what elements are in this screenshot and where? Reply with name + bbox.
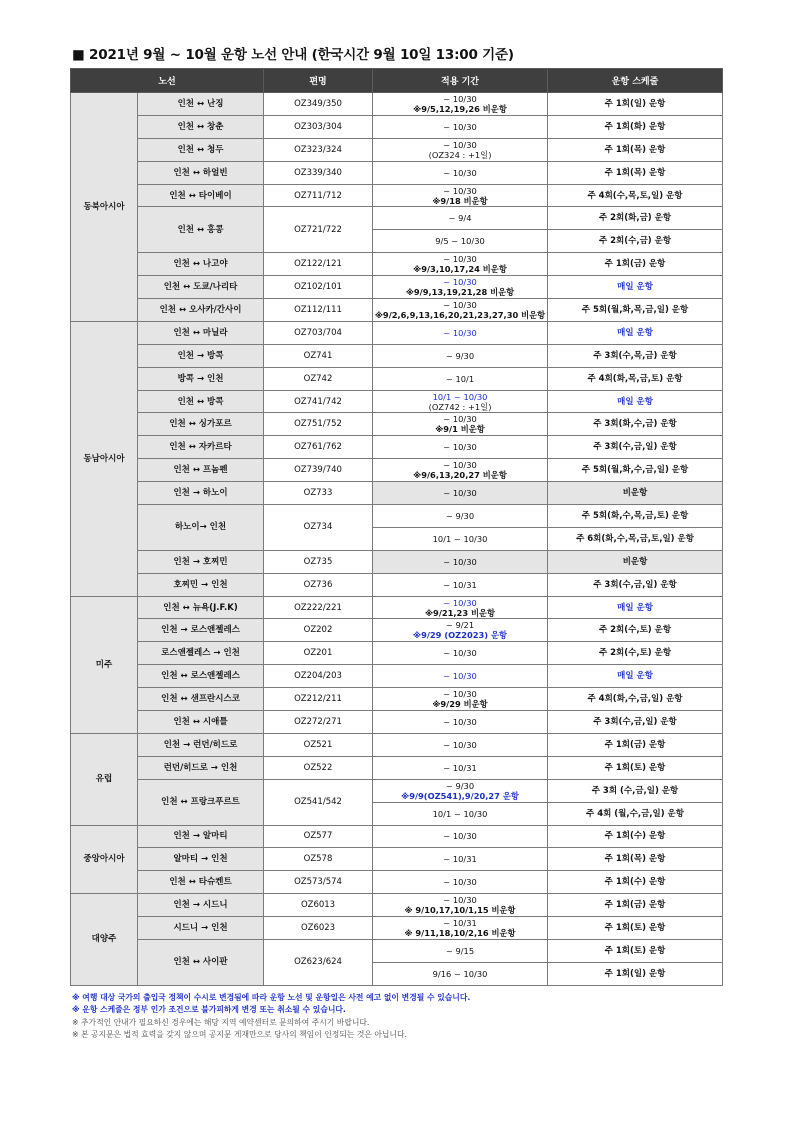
period-cell [373, 138, 548, 161]
route-cell: 하노이→ 인천 [138, 505, 264, 551]
flight-number-cell: OZ204/203 [264, 665, 373, 688]
period-line: ※9/9(OZ541),9/20,27 운항 [401, 790, 519, 801]
period-line: 10/1 ~ 10/30 [432, 391, 488, 402]
flight-number-cell: OZ323/324 [264, 138, 373, 161]
header-schedule: 운항 스케줄 [548, 69, 723, 93]
table-row [71, 619, 723, 642]
period-cell [373, 939, 548, 962]
table-row [71, 596, 723, 619]
period-line: ~ 10/30 [443, 139, 477, 150]
period-cell [373, 962, 548, 985]
table-row [71, 115, 723, 138]
route-cell: 인천 → 하노이 [138, 482, 264, 505]
table-row [71, 459, 723, 482]
flight-number-cell: OZ112/111 [264, 299, 373, 322]
table-row [71, 184, 723, 207]
flight-number-cell: OZ272/271 [264, 711, 373, 734]
period-cell [373, 299, 548, 322]
schedule-cell: 주 3회 (수,금,일) 운항 [548, 779, 723, 802]
period-cell [373, 253, 548, 276]
route-cell: 인천 ↔ 오사카/간사이 [138, 299, 264, 322]
schedule-cell: 주 1회(일) 운항 [548, 93, 723, 116]
period-line: ~ 10/30 [443, 327, 477, 338]
period-line: 9/5 ~ 10/30 [435, 236, 485, 247]
period-line: ~ 10/30 [443, 488, 477, 499]
period-cell [373, 573, 548, 596]
table-row [71, 344, 723, 367]
region-cell: 대양주 [71, 894, 138, 986]
schedule-cell: 매일 운항 [548, 665, 723, 688]
schedule-cell: 매일 운항 [548, 321, 723, 344]
route-cell: 로스앤젤레스 → 인천 [138, 642, 264, 665]
period-line: ※ 9/11,18,10/2,16 비운항 [404, 928, 516, 938]
period-cell [373, 825, 548, 848]
flight-number-cell: OZ761/762 [264, 436, 373, 459]
period-line: 10/1 ~ 10/30 [432, 533, 488, 544]
table-row [71, 321, 723, 344]
schedule-cell: 주 1회(수) 운항 [548, 825, 723, 848]
table-row [71, 367, 723, 390]
period-cell [373, 711, 548, 734]
flight-number-cell: OZ703/704 [264, 321, 373, 344]
table-header [71, 69, 723, 93]
region-cell: 동남아시아 [71, 321, 138, 596]
route-cell: 인천 ↔ 창춘 [138, 115, 264, 138]
period-line: 10/1 ~ 10/30 [432, 808, 488, 819]
schedule-cell: 주 4회(수,목,토,일) 운항 [548, 184, 723, 207]
period-line: ~ 10/30 [443, 716, 477, 727]
route-cell: 인천 ↔ 샌프란시스코 [138, 688, 264, 711]
period-cell [373, 344, 548, 367]
flight-number-cell: OZ623/624 [264, 939, 373, 985]
schedule-cell: 주 1회(수) 운항 [548, 871, 723, 894]
schedule-cell: 주 3회(수,목,금) 운항 [548, 344, 723, 367]
schedule-cell: 비운항 [548, 482, 723, 505]
flight-number-cell: OZ578 [264, 848, 373, 871]
period-cell [373, 917, 548, 940]
period-line: ~ 9/15 [445, 945, 475, 956]
period-cell [373, 93, 548, 116]
flight-number-cell: OZ303/304 [264, 115, 373, 138]
schedule-cell: 주 1회(화) 운항 [548, 115, 723, 138]
route-cell: 인천 ↔ 방콕 [138, 390, 264, 413]
route-cell: 인천 ↔ 로스앤젤레스 [138, 665, 264, 688]
table-row [71, 276, 723, 299]
flight-number-cell: OZ349/350 [264, 93, 373, 116]
header-flight: 편명 [264, 69, 373, 93]
header-route: 노선 [71, 69, 264, 93]
table-row [71, 550, 723, 573]
route-cell: 시드니 → 인천 [138, 917, 264, 940]
footnote: ※ 여행 대상 국가의 출입국 정책이 수시로 변경됨에 따라 운항 노선 및 운항일은 사전 예고 없이 변경될 수 있습니다. [72, 993, 471, 1002]
period-line: ※9/1 비운항 [435, 424, 485, 435]
flight-number-cell: OZ736 [264, 573, 373, 596]
period-cell [373, 276, 548, 299]
table-row [71, 207, 723, 230]
flight-number-cell: OZ6013 [264, 894, 373, 917]
period-line: ~ 10/30 [443, 460, 477, 471]
period-cell [373, 207, 548, 230]
period-cell [373, 436, 548, 459]
period-line: ~ 10/31 [443, 854, 477, 865]
table-row [71, 871, 723, 894]
period-cell [373, 390, 548, 413]
schedule-cell: 주 2회(수,토) 운항 [548, 642, 723, 665]
flight-number-cell: OZ751/752 [264, 413, 373, 436]
footnote: ※ 추가적인 안내가 필요하신 경우에는 해당 지역 예약센터로 문의하여 주시기 바랍니다. [72, 1017, 370, 1027]
period-cell [373, 619, 548, 642]
table-row [71, 253, 723, 276]
route-cell: 인천 ↔ 시애틀 [138, 711, 264, 734]
table-row [71, 390, 723, 413]
table-row [71, 848, 723, 871]
period-cell [373, 459, 548, 482]
period-line: ~ 9/4 [448, 213, 472, 224]
period-cell [373, 505, 548, 528]
route-cell: 인천 ↔ 자카르타 [138, 436, 264, 459]
table-row [71, 894, 723, 917]
period-cell [373, 665, 548, 688]
period-line: ~ 10/30 [443, 414, 477, 425]
route-cell: 인천 ↔ 도쿄/나리타 [138, 276, 264, 299]
table-row [71, 642, 723, 665]
schedule-cell: 비운항 [548, 550, 723, 573]
period-cell [373, 482, 548, 505]
period-cell [373, 596, 548, 619]
period-line: ~ 10/30 [443, 167, 477, 178]
route-cell: 인천 ↔ 나고야 [138, 253, 264, 276]
period-line: (OZ742 : +1일) [428, 401, 492, 412]
region-cell: 유럽 [71, 733, 138, 825]
period-line: ~ 10/30 [443, 556, 477, 567]
flight-number-cell: OZ721/722 [264, 207, 373, 253]
period-line: ~ 10/30 [443, 648, 477, 659]
table-row [71, 688, 723, 711]
schedule-cell: 주 1회(토) 운항 [548, 756, 723, 779]
header-period: 적용 기간 [373, 69, 548, 93]
schedule-cell: 매일 운항 [548, 596, 723, 619]
table-row [71, 917, 723, 940]
flight-number-cell: OZ573/574 [264, 871, 373, 894]
period-line: ~ 10/31 [443, 762, 477, 773]
route-cell: 런던/히드로 → 인천 [138, 756, 264, 779]
period-line: ※ 9/10,17,10/1,15 비운항 [404, 905, 516, 916]
table-row [71, 161, 723, 184]
schedule-table [70, 68, 723, 986]
period-line: ~ 10/30 [443, 254, 477, 265]
header-row [71, 69, 723, 93]
schedule-cell: 매일 운항 [548, 390, 723, 413]
route-cell: 인천 ↔ 마닐라 [138, 321, 264, 344]
flight-number-cell: OZ339/340 [264, 161, 373, 184]
schedule-cell: 주 1회(목) 운항 [548, 138, 723, 161]
period-cell [373, 642, 548, 665]
route-cell: 인천 → 호찌민 [138, 550, 264, 573]
schedule-cell: 주 1회(토) 운항 [548, 917, 723, 940]
schedule-cell: 주 1회(금) 운항 [548, 894, 723, 917]
footnotes [72, 992, 470, 1042]
table-row [71, 779, 723, 802]
route-cell: 인천 → 런던/히드로 [138, 733, 264, 756]
route-cell: 방콕 → 인천 [138, 367, 264, 390]
flight-number-cell: OZ742 [264, 367, 373, 390]
route-cell: 인천 → 방콕 [138, 344, 264, 367]
schedule-cell: 주 5회(화,수,목,금,토) 운항 [548, 505, 723, 528]
route-cell: 인천 → 알마티 [138, 825, 264, 848]
period-cell [373, 802, 548, 825]
table-row [71, 665, 723, 688]
period-cell [373, 871, 548, 894]
route-cell: 호찌민 → 인천 [138, 573, 264, 596]
table-row [71, 436, 723, 459]
period-line: ~ 10/30 [443, 689, 477, 700]
table-row [71, 138, 723, 161]
route-cell: 인천 ↔ 난징 [138, 93, 264, 116]
route-cell: 인천 ↔ 홍콩 [138, 207, 264, 253]
period-line: 9/16 ~ 10/30 [432, 968, 488, 979]
period-cell [373, 688, 548, 711]
schedule-cell: 매일 운항 [548, 276, 723, 299]
flight-number-cell: OZ522 [264, 756, 373, 779]
period-line: ※9/5,12,19,26 비운항 [413, 103, 507, 114]
table-row [71, 93, 723, 116]
flight-number-cell: OZ202 [264, 619, 373, 642]
flight-number-cell: OZ711/712 [264, 184, 373, 207]
period-cell [373, 527, 548, 550]
period-line: ※9/3,10,17,24 비운항 [413, 264, 507, 275]
period-line: ※9/9,13,19,21,28 비운항 [405, 287, 515, 298]
period-line: ~ 9/30 [445, 780, 475, 791]
schedule-cell: 주 2회(수,금) 운항 [548, 230, 723, 253]
route-cell: 알마티 → 인천 [138, 848, 264, 871]
route-cell: 인천 ↔ 타슈켄트 [138, 871, 264, 894]
schedule-cell: 주 5회(월,화,수,금,일) 운항 [548, 459, 723, 482]
period-cell [373, 184, 548, 207]
schedule-cell: 주 1회(목) 운항 [548, 161, 723, 184]
period-line: ~ 10/30 [443, 299, 477, 310]
period-line: ※9/6,13,20,27 비운항 [413, 470, 507, 481]
period-cell [373, 115, 548, 138]
period-line: ~ 10/30 [443, 185, 477, 196]
route-cell: 인천 ↔ 사이판 [138, 939, 264, 985]
schedule-cell: 주 1회(목) 운항 [548, 848, 723, 871]
route-cell: 인천 → 시드니 [138, 894, 264, 917]
flight-number-cell: OZ734 [264, 505, 373, 551]
period-cell [373, 848, 548, 871]
period-line: ~ 10/30 [443, 831, 477, 842]
period-line: ~ 9/30 [445, 510, 475, 521]
schedule-cell: 주 4회 (월,수,금,일) 운항 [548, 802, 723, 825]
table-row [71, 733, 723, 756]
schedule-cell: 주 1회(금) 운항 [548, 733, 723, 756]
period-line: ~ 10/31 [443, 579, 477, 590]
schedule-cell: 주 2회(수,토) 운항 [548, 619, 723, 642]
route-cell: 인천 ↔ 뉴욕(J.F.K) [138, 596, 264, 619]
period-line: ※9/2,6,9,13,16,20,21,23,27,30 비운항 [374, 309, 546, 320]
region-cell: 동북아시아 [71, 93, 138, 322]
schedule-cell: 주 3회(화,수,금) 운항 [548, 413, 723, 436]
table-row [71, 482, 723, 505]
route-cell: 인천 ↔ 청두 [138, 138, 264, 161]
period-line: ~ 10/30 [443, 739, 477, 750]
flight-number-cell: OZ6023 [264, 917, 373, 940]
period-cell [373, 161, 548, 184]
table-row [71, 299, 723, 322]
period-cell [373, 550, 548, 573]
flight-number-cell: OZ741/742 [264, 390, 373, 413]
flight-number-cell: OZ733 [264, 482, 373, 505]
period-line: ~ 9/30 [445, 350, 475, 361]
region-cell: 중앙아시아 [71, 825, 138, 894]
period-cell [373, 413, 548, 436]
table-row [71, 825, 723, 848]
period-cell [373, 894, 548, 917]
flight-number-cell: OZ739/740 [264, 459, 373, 482]
period-line: ~ 10/30 [443, 277, 477, 288]
footnote: ※ 본 공지문은 법적 효력을 갖지 않으며 공지문 게재만으로 당사의 책임이 인정되는 것은 아닙니다. [72, 1030, 407, 1040]
period-line: ~ 9/21 [445, 620, 475, 631]
period-line: (OZ324 : +1일) [428, 149, 492, 160]
table-row [71, 573, 723, 596]
period-line: ~ 10/30 [443, 671, 477, 682]
schedule-cell: 주 1회(금) 운항 [548, 253, 723, 276]
period-line: ※9/21,23 비운항 [424, 607, 496, 618]
region-cell: 미주 [71, 596, 138, 733]
route-cell: 인천 ↔ 타이베이 [138, 184, 264, 207]
period-cell [373, 230, 548, 253]
route-cell: 인천 ↔ 프랑크푸르트 [138, 779, 264, 825]
page-title: ■ 2021년 9월 ~ 10월 운항 노선 안내 (한국시간 9월 10일 13:00 기준) [72, 47, 514, 63]
flight-number-cell: OZ521 [264, 733, 373, 756]
schedule-cell: 주 1회(일) 운항 [548, 962, 723, 985]
table-row [71, 939, 723, 962]
route-cell: 인천 ↔ 프놈펜 [138, 459, 264, 482]
period-cell [373, 779, 548, 802]
period-line: ~ 10/1 [445, 373, 475, 384]
schedule-cell: 주 1회(토) 운항 [548, 939, 723, 962]
route-cell: 인천 → 로스앤젤레스 [138, 619, 264, 642]
period-cell [373, 367, 548, 390]
flight-number-cell: OZ122/121 [264, 253, 373, 276]
schedule-cell: 주 3회(수,금,일) 운항 [548, 711, 723, 734]
period-line: ~ 10/30 [443, 597, 477, 608]
period-line: ~ 10/30 [443, 442, 477, 453]
flight-number-cell: OZ577 [264, 825, 373, 848]
schedule-table-body [71, 93, 723, 986]
flight-number-cell: OZ212/211 [264, 688, 373, 711]
flight-number-cell: OZ102/101 [264, 276, 373, 299]
flight-number-cell: OZ201 [264, 642, 373, 665]
schedule-cell: 주 4회(화,수,금,일) 운항 [548, 688, 723, 711]
schedule-cell: 주 5회(월,화,목,금,일) 운항 [548, 299, 723, 322]
route-cell: 인천 ↔ 싱가포르 [138, 413, 264, 436]
period-line: ~ 10/30 [443, 877, 477, 888]
schedule-cell: 주 3회(수,금,일) 운항 [548, 573, 723, 596]
period-line: ※9/18 비운항 [432, 195, 488, 206]
flight-number-cell: OZ741 [264, 344, 373, 367]
schedule-cell: 주 2회(화,금) 운항 [548, 207, 723, 230]
table-row [71, 711, 723, 734]
footnote: ※ 운항 스케줄은 정부 인가 조건으로 불가피하게 변경 또는 취소될 수 있습니다. [72, 1005, 346, 1015]
schedule-cell: 주 6회(화,수,목,금,토,일) 운항 [548, 527, 723, 550]
route-cell: 인천 ↔ 하얼빈 [138, 161, 264, 184]
period-line: ~ 10/30 [443, 895, 477, 906]
flight-number-cell: OZ541/542 [264, 779, 373, 825]
period-line: ~ 10/30 [443, 121, 477, 132]
period-cell [373, 321, 548, 344]
table-row [71, 756, 723, 779]
schedule-cell: 주 4회(화,목,금,토) 운항 [548, 367, 723, 390]
table-row [71, 413, 723, 436]
flight-number-cell: OZ735 [264, 550, 373, 573]
period-line: ~ 10/30 [443, 93, 477, 104]
period-cell [373, 733, 548, 756]
period-line: ~ 10/31 [443, 918, 477, 928]
schedule-cell: 주 3회(수,금,일) 운항 [548, 436, 723, 459]
table-row [71, 505, 723, 528]
flight-number-cell: OZ222/221 [264, 596, 373, 619]
period-line: ※9/29 비운항 [432, 699, 488, 710]
period-cell [373, 756, 548, 779]
period-line: ※9/29 (OZ2023) 운항 [413, 630, 507, 641]
